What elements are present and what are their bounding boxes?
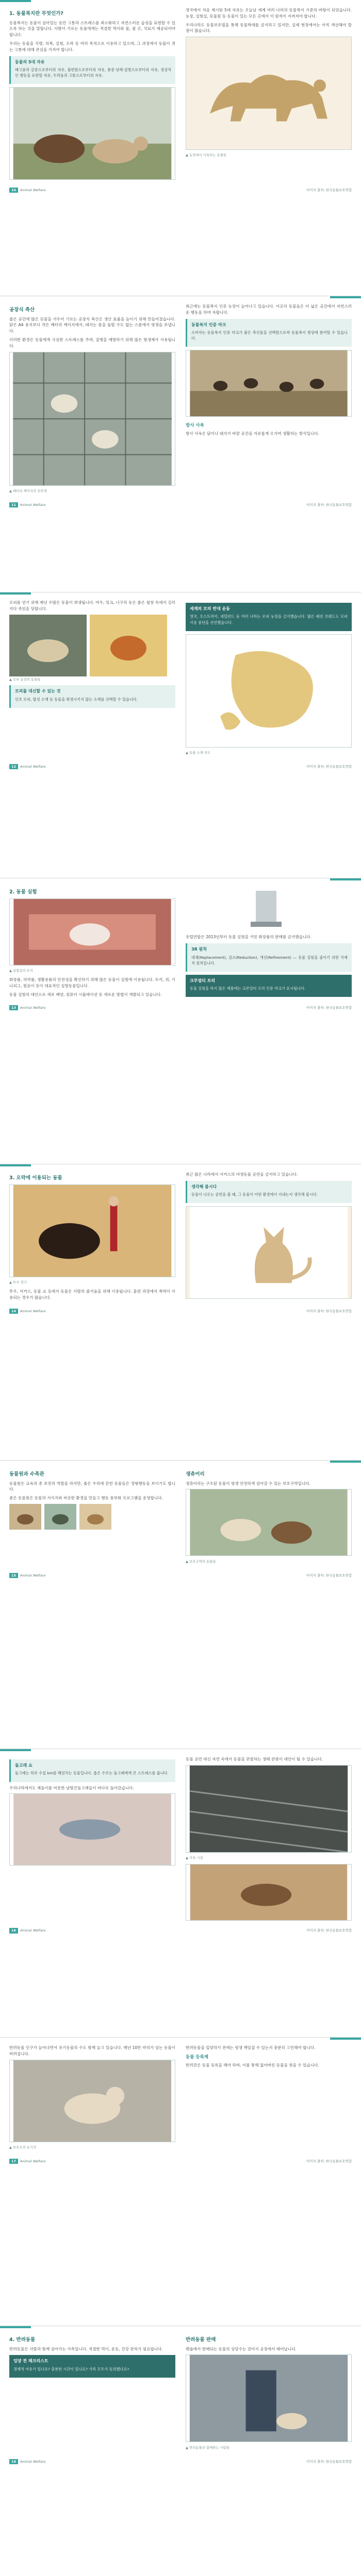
section-heading: 3. 오락에 이용되는 동물 (9, 1175, 62, 1181)
footer-label-group (9, 764, 45, 769)
section-heading: 생츄어리 (186, 1471, 205, 1477)
info-box-title: 돌고래 쇼 (15, 1763, 32, 1768)
page-9 (0, 2326, 361, 2576)
subheading: 방사 사육 (186, 422, 204, 428)
footer-credit: 이미지 출처: 한국동물보호연합 (306, 502, 352, 507)
bullfight-photo (9, 1184, 175, 1277)
highlight-box-text: 영국, 오스트리아, 네덜란드 등 여러 나라는 모피 농장을 금지했습니다. 많은 패션 브랜드도 모피 사용 중단을 선언했습니다. (190, 614, 348, 625)
sanctuary-photo (186, 1489, 352, 1556)
left-column (9, 1172, 175, 1303)
photo-caption: ▲ 반려동물과 함께하는 사람들 (186, 2445, 230, 2450)
footer-label-group (9, 1573, 45, 1578)
map-illustration (186, 634, 352, 748)
facility-photo (186, 1765, 352, 1853)
photo-caption: ▲ 동물 소재 지도 (186, 751, 211, 755)
page-columns (9, 1756, 352, 1923)
page-number: 15 (9, 1573, 18, 1578)
photo-caption: ▲ 농장에서 사육되는 동물들 (186, 153, 226, 158)
footer-label: Animal Welfare (20, 765, 46, 769)
right-column (186, 1172, 352, 1303)
page-accent-bar (0, 1749, 31, 1751)
page-number: 12 (9, 764, 18, 769)
pet-owner-photo (186, 2354, 352, 2442)
paragraph: 우리는 동물을 식량, 의복, 실험, 오락 등 여러 목적으로 이용하고 있으며, 그 과정에서 동물이 겪는 고통에 대해 관심을 가져야 합니다. (9, 41, 175, 52)
right-column (186, 1756, 352, 1923)
info-box-title: 동물복지 인증 마크 (191, 322, 226, 327)
fox-photo (90, 615, 167, 676)
info-box-text: 인조 모피, 합성 소재 등 동물을 희생시키지 않는 소재를 선택할 수 있습니다. (15, 697, 138, 702)
highlight-box-title: 크루얼티 프리 (190, 978, 216, 983)
paragraph: 동물원은 교육과 종 보전의 역할을 하지만, 좁은 우리에 갇힌 동물들은 정형행동을 보이기도 합니다. (9, 1481, 175, 1492)
page-number: 17 (9, 2159, 18, 2164)
section-heading: 2. 동물 실험 (9, 889, 37, 895)
footer-label-group (9, 188, 45, 193)
left-column (9, 1468, 175, 1568)
page-footer (9, 2457, 352, 2464)
dolphin-photo (9, 1793, 175, 1866)
page-8 (0, 2038, 361, 2326)
info-box (186, 943, 352, 972)
footer-credit: 이미지 출처: 한국동물보호연합 (306, 1309, 352, 1313)
paragraph: 최근에는 동물복지 인증 농장이 늘어나고 있습니다. 이곳의 동물들은 더 넓은 공간에서 자연스러운 행동을 하며 자랍니다. (186, 304, 352, 315)
photo-caption: ▲ 배터리 케이지의 산란계 (9, 488, 47, 493)
page-7 (0, 1749, 361, 2038)
paragraph: 반려동물 인구가 늘어나면서 유기동물의 수도 함께 늘고 있습니다. 매년 10만 마리가 넘는 동물이 버려집니다. (9, 2045, 175, 2056)
page-3 (0, 592, 361, 878)
paragraph: 동물복지는 동물이 살아있는 동안 고통과 스트레스를 최소화하고 자연스러운 습성을 표현할 수 있도록 하는 것을 말합니다. 사람이 기르는 동물에게는 적절한 먹이와 물, 쉴 곳, 치료가 제공되어야 합니다. (9, 20, 175, 38)
footer-credit: 이미지 출처: 한국동물보호연합 (306, 2159, 352, 2163)
right-column (186, 600, 352, 759)
page-accent-bar (0, 0, 31, 2)
zoo-photo (79, 1504, 111, 1530)
paragraph: 모피를 얻기 위해 매년 수많은 동물이 희생됩니다. 여우, 밍크, 너구리 등은 좁은 철창 속에서 길러지다 죽임을 당합니다. (9, 600, 175, 611)
page-accent-bar (330, 878, 361, 880)
highlight-box (186, 975, 352, 997)
lab-equipment-illustration (186, 886, 352, 932)
footer-credit: 이미지 출처: 한국동물보호연합 (306, 1928, 352, 1933)
photo-caption: ▲ 보호구역의 동물들 (186, 1559, 216, 1564)
page-5 (0, 1164, 361, 1461)
page-accent-bar (0, 592, 31, 595)
right-column (186, 886, 352, 1000)
paragraph: 반려동물을 입양하기 전에는 평생 책임질 수 있는지 충분히 고민해야 합니다. (186, 2045, 316, 2050)
paragraph: 반려견은 동물 등록을 해야 하며, 이를 통해 잃어버린 동물을 찾을 수 있습니다. (186, 2062, 319, 2067)
photo-caption: ▲ 사육 시설 (186, 1856, 203, 1860)
paragraph: 반려동물은 사람과 함께 살아가는 가족입니다. 적절한 먹이, 운동, 건강 관리가 필요합니다. (9, 2346, 163, 2351)
footer-credit: 이미지 출처: 한국동물보호연합 (306, 1573, 352, 1578)
info-box (9, 685, 175, 708)
cat-silhouette-illustration (186, 1206, 352, 1299)
battery-cage-photo (9, 352, 175, 486)
page-accent-bar (0, 2326, 31, 2328)
info-box-title: 모피를 대신할 수 있는 것 (15, 689, 61, 694)
info-box-text: 대체(Replacement), 감소(Reduction), 개선(Refinement) — 동물 실험을 줄이기 위한 국제적 원칙입니다. (191, 955, 348, 965)
photo-caption: ▲ 모피 농장의 동물들 (9, 677, 41, 682)
right-column (186, 1468, 352, 1568)
footer-label: Animal Welfare (20, 2459, 46, 2464)
paragraph: 우리나라에서도 제돌이를 비롯한 남방큰돌고래들이 바다로 돌아갔습니다. (9, 1785, 134, 1790)
page-number: 14 (9, 1309, 18, 1314)
page-columns (9, 7, 352, 182)
paragraph: 동물 공연 대신 자연 속에서 동물을 관찰하는 생태 관광이 대안이 될 수 있습니다. (186, 1757, 323, 1761)
footer-label: Animal Welfare (20, 1006, 46, 1010)
page-columns (9, 1468, 352, 1568)
page-footer (9, 1571, 352, 1578)
footer-label: Animal Welfare (20, 1573, 46, 1578)
paragraph: 좋은 동물원은 동물의 서식지와 비슷한 환경을 만들고 행동 풍부화 프로그램을 운영합니다. (9, 1496, 163, 1501)
left-column (9, 1756, 175, 1923)
footer-label: Animal Welfare (20, 2159, 46, 2163)
farm-animals-photo (9, 87, 175, 180)
highlight-box-title: 세계의 모피 반대 운동 (190, 606, 230, 611)
page-number: 10 (9, 188, 18, 193)
page-1 (0, 0, 361, 296)
page-columns (9, 1172, 352, 1303)
footer-label: Animal Welfare (20, 502, 46, 507)
shelter-dog-photo (9, 2060, 175, 2142)
page-6 (0, 1461, 361, 1749)
info-box-text: 배고픔과 갈증으로부터의 자유, 불편함으로부터의 자유, 통증·상해·질병으로부터의 자유, 정상적인 행동을 표현할 자유, 두려움과 고통으로부터의 자유. (15, 67, 171, 78)
info-box-title: 3R 원칙 (191, 947, 207, 952)
page-footer (9, 185, 352, 193)
page-columns (9, 600, 352, 759)
footer-credit: 이미지 출처: 한국동물보호연합 (306, 2459, 352, 2464)
info-box-title: 생각해 봅시다 (191, 1184, 217, 1189)
fur-farm-photo (9, 615, 87, 676)
paragraph: 생츄어리는 구조된 동물이 평생 안전하게 살아갈 수 있는 보호구역입니다. (186, 1481, 310, 1486)
section-heading: 공장식 축산 (9, 307, 35, 313)
animal-silhouette-illustration (186, 37, 352, 150)
page-2 (0, 296, 361, 592)
info-box (186, 319, 352, 347)
paragraph: 영국에서 처음 제시된 5대 자유는 오늘날 세계 여러 나라의 동물복지 기준의 바탕이 되었습니다. 농장, 실험실, 동물원 등 동물이 있는 모든 곳에서 이 원칙이 지켜져야 합니다. (186, 8, 352, 19)
page-accent-bar (0, 1164, 31, 1166)
info-box-text: 동물이 나오는 공연을 볼 때, 그 동물이 어떤 환경에서 지내는지 생각해 봅시다. (191, 1192, 318, 1197)
page-number: 11 (9, 502, 18, 507)
page-footer (9, 1307, 352, 1314)
paragraph: 유럽연합은 2013년부터 동물 실험을 거친 화장품의 판매를 금지했습니다. (186, 935, 312, 940)
footer-label-group (9, 2459, 45, 2464)
ostrich-flock-photo (186, 350, 352, 417)
highlight-box-text: 경제적 여유가 있나요? 충분한 시간이 있나요? 가족 모두가 동의했나요? (13, 2366, 129, 2371)
left-column (9, 2045, 175, 2154)
paragraph: 방사 사육은 닭이나 돼지가 바깥 공간을 자유롭게 오가며 생활하는 방식입니다. (186, 431, 319, 436)
page-columns (9, 2045, 352, 2154)
zoo-photo (44, 1504, 76, 1530)
page-number: 18 (9, 2459, 18, 2464)
footer-label: Animal Welfare (20, 188, 46, 192)
section-heading: 반려동물 판매 (186, 2337, 216, 2343)
page-footer (9, 500, 352, 507)
subheading: 동물 등록제 (186, 2054, 209, 2060)
page-columns (9, 2333, 352, 2454)
facility-photo (186, 1864, 352, 1921)
page-footer (9, 2157, 352, 2164)
highlight-box-title: 입양 전 체크리스트 (13, 2359, 48, 2364)
footer-label: Animal Welfare (20, 1928, 46, 1933)
left-column (9, 7, 175, 182)
info-box-text: 돌고래는 하루 수십 km를 헤엄치는 동물입니다. 좁은 수조는 돌고래에게 큰 스트레스를 줍니다. (15, 1771, 169, 1776)
paragraph: 좁은 공간에 많은 동물을 가두어 기르는 공장식 축산은 생산 효율을 높이기 위해 만들어졌습니다. 닭은 A4 용지보다 작은 배터리 케이지에서, 돼지는 몸을 돌릴 수도 없는 스톨에서 평생을 보냅니다. (9, 316, 175, 334)
info-box (186, 1181, 352, 1204)
page-footer (9, 1926, 352, 1933)
footer-label-group (9, 1928, 45, 1933)
page-accent-bar (330, 1461, 361, 1463)
info-box (9, 56, 175, 84)
right-column (186, 2045, 352, 2154)
page-columns (9, 303, 352, 497)
left-column (9, 886, 175, 1000)
paragraph: 펫숍에서 판매되는 동물의 상당수는 강아지 공장에서 태어납니다. (186, 2346, 297, 2351)
zoo-photo (9, 1504, 41, 1530)
info-box-title: 동물의 5대 자유 (15, 59, 45, 64)
page-footer (9, 762, 352, 769)
left-column (9, 600, 175, 759)
section-heading: 동물원과 수족관 (9, 1471, 44, 1477)
paragraph: 이러한 환경은 동물에게 극심한 스트레스를 주며, 질병을 예방하기 위해 많은 항생제가 사용됩니다. (9, 337, 175, 348)
footer-label: Animal Welfare (20, 1309, 46, 1313)
photo-caption: ▲ 투우 경기 (9, 1280, 27, 1285)
right-column (186, 303, 352, 497)
photo-strip (9, 1504, 175, 1530)
footer-label-group (9, 1005, 45, 1010)
footer-credit: 이미지 출처: 한국동물보호연합 (306, 188, 352, 192)
highlight-box (186, 603, 352, 631)
photo-row (9, 615, 175, 676)
paragraph: 우리나라도 동물보호법을 통해 동물학대를 금지하고 있지만, 실제 현장에서는 아직 개선해야 할 점이 많습니다. (186, 22, 352, 33)
page-number: 16 (9, 1928, 18, 1933)
section-heading: 1. 동물복지란 무엇인가? (9, 11, 63, 16)
page-columns (9, 886, 352, 1000)
footer-credit: 이미지 출처: 한국동물보호연합 (306, 1006, 352, 1010)
info-box-text: 소비자는 동물복지 인증 마크가 붙은 축산물을 선택함으로써 동물복지 향상에 참여할 수 있습니다. (191, 330, 348, 341)
paragraph: 최근 많은 나라에서 서커스의 야생동물 공연을 금지하고 있습니다. (186, 1172, 298, 1177)
left-column (9, 2333, 175, 2454)
section-heading: 4. 반려동물 (9, 2337, 36, 2343)
footer-label-group (9, 2159, 45, 2164)
paragraph: 투우, 서커스, 동물 쇼 등에서 동물은 사람의 즐거움을 위해 이용됩니다. 훈련 과정에서 폭력이 사용되는 경우가 많습니다. (9, 1289, 175, 1300)
page-accent-bar (330, 296, 361, 298)
right-column (186, 7, 352, 182)
info-box (9, 1759, 175, 1782)
footer-label-group (9, 1309, 45, 1314)
highlight-box (9, 2355, 175, 2378)
page-4 (0, 878, 361, 1164)
left-column (9, 303, 175, 497)
footer-label-group (9, 502, 45, 507)
footer-credit: 이미지 출처: 한국동물보호연합 (306, 765, 352, 769)
paragraph: 화장품, 의약품, 생활용품의 안전성을 확인하기 위해 많은 동물이 실험에 이용됩니다. 토끼, 쥐, 기니피그, 원숭이 등이 대표적인 실험동물입니다. (9, 977, 175, 988)
page-accent-bar (330, 2038, 361, 2040)
page-footer (9, 1003, 352, 1010)
right-column (186, 2333, 352, 2454)
photo-caption: ▲ 실험실의 토끼 (9, 969, 34, 973)
paragraph: 동물 실험의 대안으로 세포 배양, 컴퓨터 시뮬레이션 등 새로운 방법이 개발되고 있습니다. (9, 992, 162, 997)
highlight-box-text: 동물 실험을 하지 않은 제품에는 크루얼티 프리 인증 마크가 표시됩니다. (190, 986, 306, 991)
lab-rabbit-photo (9, 899, 175, 965)
photo-caption: ▲ 보호소의 유기견 (9, 2145, 37, 2149)
page-number: 13 (9, 1005, 18, 1010)
